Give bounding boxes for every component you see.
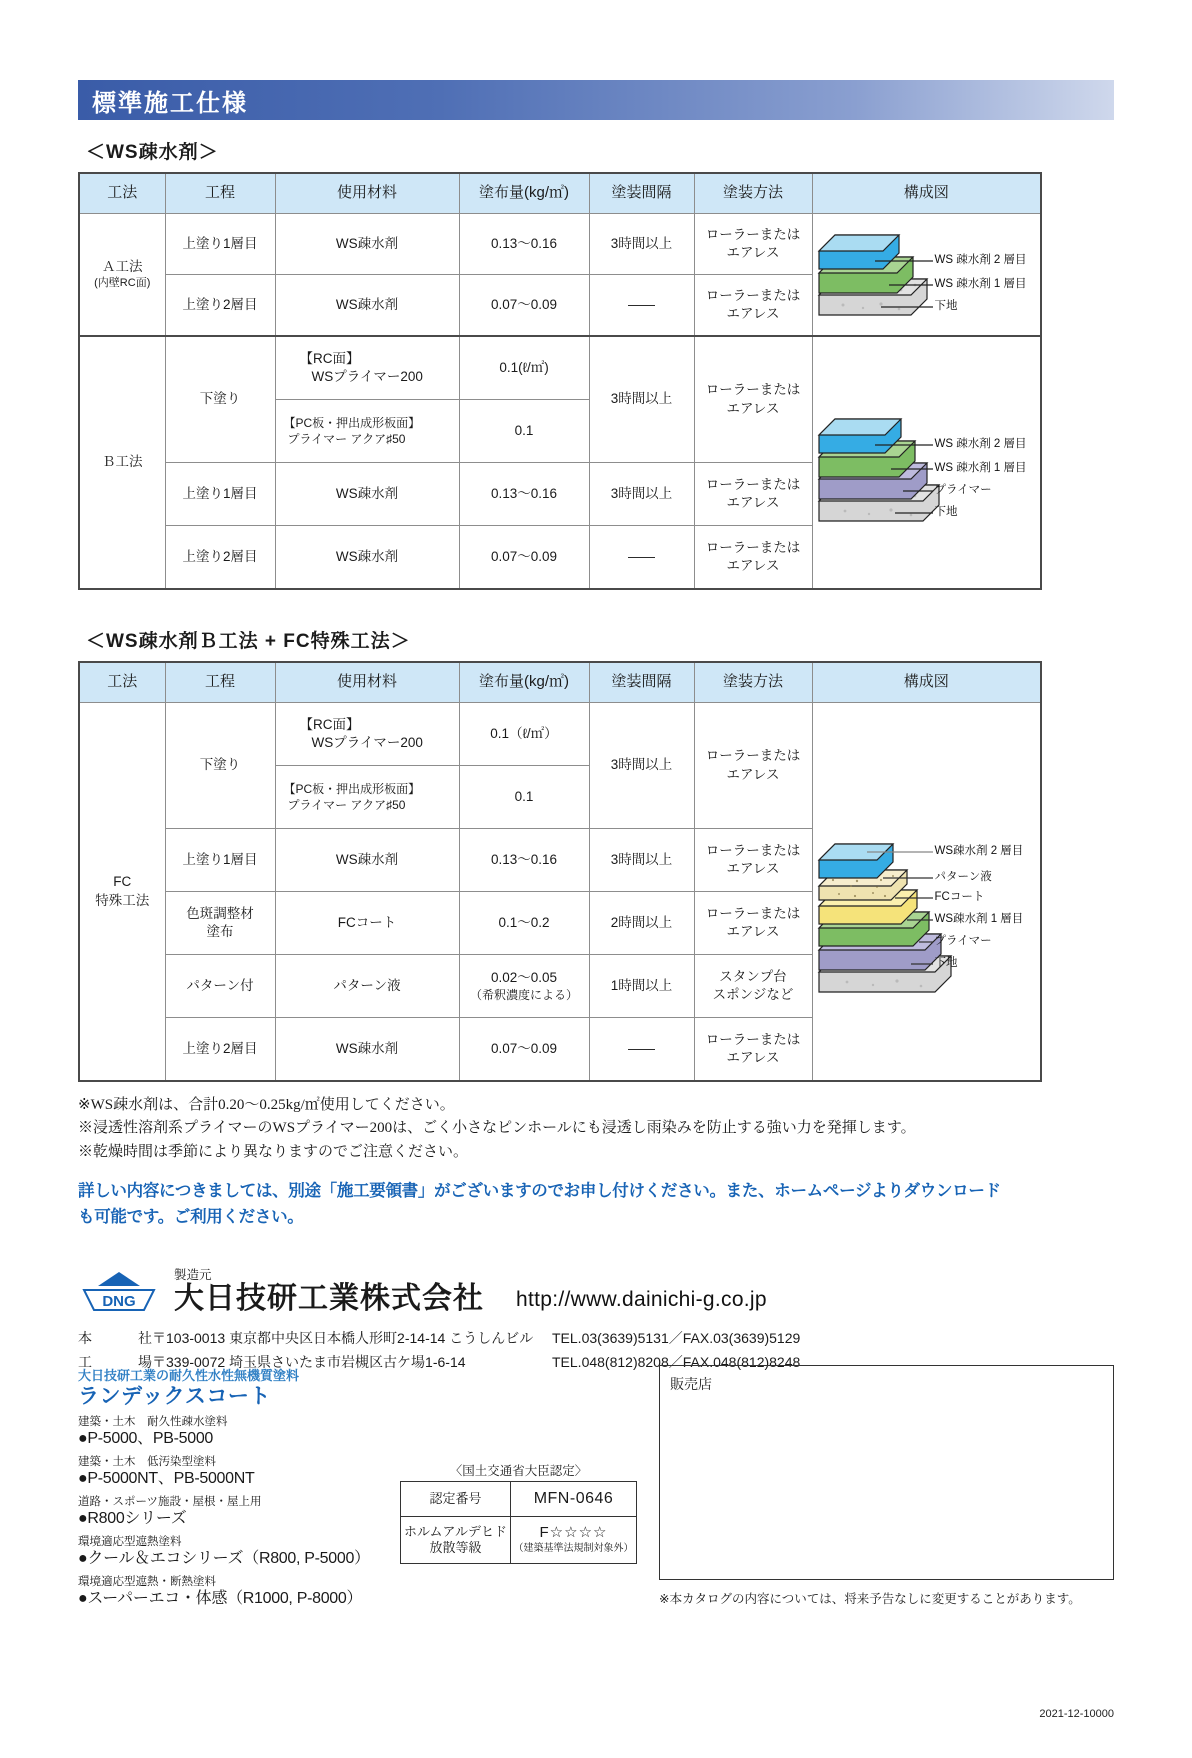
svg-text:DNG: DNG <box>102 1292 136 1310</box>
cell-material: WS疎水剤 <box>275 829 459 892</box>
product-item <box>78 1453 378 1489</box>
apply-line1: ローラーまたは <box>705 905 801 921</box>
cert-grade: F☆☆☆☆ <box>539 1524 608 1542</box>
col-method-apply: 塗装方法 <box>694 173 812 214</box>
company-name: 大日技研工業株式会社 <box>174 1281 484 1315</box>
apply-line1: スタンプ台 <box>719 968 787 984</box>
apply-line1: ローラーまたは <box>705 287 801 303</box>
apply-line1: ローラーまたは <box>705 226 801 242</box>
cell-amount <box>459 955 589 1018</box>
material-line2: WSプライマー200 <box>311 735 423 750</box>
cell-process: 上塗り2層目 <box>165 526 275 590</box>
cell-apply <box>694 463 812 526</box>
col-material: 使用材料 <box>275 662 459 703</box>
apply-line1: ローラーまたは <box>705 1031 801 1047</box>
maker-label: 製造元 <box>174 1267 212 1282</box>
address-postal: 〒339-0072 <box>152 1354 226 1371</box>
apply-line2: エアレス <box>726 924 780 939</box>
cell-material: WS疎水剤 <box>275 526 459 590</box>
col-diagram: 構成図 <box>812 173 1041 214</box>
product-item <box>78 1533 378 1569</box>
product-lead: 大日技研工業の耐久性水性無機質塗料 <box>78 1368 300 1383</box>
material-line1: 【PC板・押出成形板面】 <box>283 781 421 796</box>
spec-table-ws <box>78 172 1042 590</box>
cell-process: パターン付 <box>165 955 275 1018</box>
table-row <box>79 336 1041 400</box>
diagram-fc <box>812 703 1041 1082</box>
dealer-note: ※本カタログの内容については、将来予告なしに変更することがあります。 <box>659 1592 1081 1606</box>
cell-interval: 3時間以上 <box>589 829 694 892</box>
cell-interval: 3時間以上 <box>589 463 694 526</box>
cell-interval: 3時間以上 <box>589 703 694 829</box>
diagram-b-label-1: WS 疎水剤 2 層目 <box>934 437 1027 450</box>
cell-amount: 0.1 <box>459 766 589 829</box>
table-header-row <box>79 173 1041 214</box>
material-line2: プライマー アクア♯50 <box>287 798 406 812</box>
cell-apply <box>694 829 812 892</box>
cell-amount: 0.07〜0.09 <box>459 275 589 337</box>
cell-interval: 2時間以上 <box>589 892 694 955</box>
maker-block <box>78 1265 1114 1314</box>
bottom-section <box>78 1365 1114 1609</box>
cell-method-a <box>79 214 165 337</box>
product-category: 道路・スポーツ施設・屋根・屋上用 <box>78 1496 262 1509</box>
cert-grade-note: （建築基準法規制対象外） <box>513 1543 634 1555</box>
bottom-inner <box>78 1365 1114 1609</box>
product-item <box>78 1413 378 1449</box>
amount-line2: （希釈濃度による） <box>469 988 578 1003</box>
material-line1: 【RC面】 <box>299 350 360 366</box>
apply-line2: エアレス <box>726 1050 780 1065</box>
apply-line1: ローラーまたは <box>705 748 801 764</box>
col-diagram: 構成図 <box>812 662 1041 703</box>
document-id: 2021-12-10000 <box>1039 1708 1114 1720</box>
address-text <box>152 1326 552 1351</box>
cell-material: FCコート <box>275 892 459 955</box>
col-process: 工程 <box>165 662 275 703</box>
cell-amount: 0.1 <box>459 400 589 463</box>
cell-process: 上塗り2層目 <box>165 1018 275 1082</box>
page <box>0 80 1192 1758</box>
cell-amount: 0.1(ℓ/㎡) <box>459 336 589 400</box>
cell-process: 上塗り2層目 <box>165 275 275 337</box>
cell-process: 上塗り1層目 <box>165 829 275 892</box>
cert-label-number: 認定番号 <box>401 1482 511 1517</box>
note-1: ※WS疎水剤は、合計0.20〜0.25kg/㎡使用してください。 <box>78 1097 455 1113</box>
diagram-a-label-2: WS 疎水剤 1 層目 <box>934 277 1027 290</box>
col-amount: 塗布量(kg/㎡) <box>459 173 589 214</box>
cell-material: WS疎水剤 <box>275 275 459 337</box>
diagram-fc-label-2: パターン液 <box>934 870 992 883</box>
cell-interval: —— <box>589 1018 694 1082</box>
diagram-b-label-3: プライマー <box>934 483 992 496</box>
diagram-b-label-4: 下地 <box>934 505 958 518</box>
apply-line1: ローラーまたは <box>705 382 801 398</box>
product-category: 建築・土木 耐久性疎水塗料 <box>78 1416 228 1429</box>
cert-label-line1: ホルムアルデヒド <box>404 1523 507 1539</box>
dealer-block <box>659 1365 1114 1609</box>
product-category: 環境適応型遮熱塗料 <box>78 1536 182 1549</box>
material-line1: 【PC板・押出成形板面】 <box>283 415 421 430</box>
apply-line2: エアレス <box>726 861 780 876</box>
cell-apply <box>694 955 812 1018</box>
method-a-name: Ａ工法 <box>102 258 143 274</box>
apply-line1: ローラーまたは <box>705 476 801 492</box>
product-category: 建築・土木 低汚染型塗料 <box>78 1456 216 1469</box>
address-tel: TEL.03(3639)5131／FAX.03(3639)5129 <box>552 1329 801 1346</box>
apply-line2: エアレス <box>726 495 780 510</box>
cell-interval: —— <box>589 275 694 337</box>
table-row <box>79 214 1041 275</box>
address-row <box>78 1326 1114 1351</box>
cell-amount: 0.07〜0.09 <box>459 526 589 590</box>
product-brand: ランデックスコート <box>78 1385 271 1408</box>
cell-process <box>165 892 275 955</box>
cell-amount: 0.13〜0.16 <box>459 463 589 526</box>
cell-amount: 0.13〜0.16 <box>459 829 589 892</box>
product-name: ●R800シリーズ <box>78 1510 187 1528</box>
diagram-a-label-3: 下地 <box>934 299 958 312</box>
cell-material <box>275 766 459 829</box>
col-interval: 塗装間隔 <box>589 173 694 214</box>
product-item <box>78 1493 378 1529</box>
maker-text <box>174 1265 484 1314</box>
diagram-fc-label-3: FCコート <box>934 890 985 903</box>
diagram-b <box>812 336 1041 589</box>
blue-note-line2: も可能です。ご利用ください。 <box>78 1208 304 1227</box>
col-method: 工法 <box>79 662 165 703</box>
cert-value-number: MFN-0646 <box>511 1482 637 1517</box>
address-street: 埼玉県さいたま市岩槻区古ケ場1-6-14 <box>229 1354 466 1371</box>
cell-material <box>275 336 459 400</box>
cert-table <box>400 1481 637 1564</box>
cell-material: パターン液 <box>275 955 459 1018</box>
dealer-box[interactable] <box>659 1365 1114 1580</box>
col-method: 工法 <box>79 173 165 214</box>
material-line2: WSプライマー200 <box>311 369 423 384</box>
product-category: 環境適応型遮熱・断熱塗料 <box>78 1576 216 1589</box>
apply-line1: ローラーまたは <box>705 539 801 555</box>
col-process: 工程 <box>165 173 275 214</box>
cell-material <box>275 400 459 463</box>
diagram-a-label-1: WS 疎水剤 2 層目 <box>934 253 1027 266</box>
address-label-2: 社 <box>138 1329 152 1346</box>
cell-apply <box>694 892 812 955</box>
certification-block <box>400 1461 637 1609</box>
apply-line2: エアレス <box>726 306 780 321</box>
diagram-fc-label-4: WS疎水剤 1 層目 <box>934 912 1024 925</box>
page-banner <box>78 80 1114 120</box>
cell-material <box>275 703 459 766</box>
address-label-1: 工 <box>78 1354 92 1371</box>
cell-apply <box>694 214 812 275</box>
apply-line2: エアレス <box>726 245 780 260</box>
blue-note-block <box>78 1178 1114 1231</box>
address-label <box>78 1326 152 1351</box>
page-title: 標準施工仕様 <box>92 89 248 117</box>
table-row <box>79 703 1041 766</box>
col-material: 使用材料 <box>275 173 459 214</box>
spec-table-fc <box>78 661 1042 1082</box>
cell-apply <box>694 336 812 463</box>
cell-amount: 0.1〜0.2 <box>459 892 589 955</box>
cell-interval: 3時間以上 <box>589 214 694 275</box>
cell-material: WS疎水剤 <box>275 214 459 275</box>
diagram-a-svg <box>815 221 1044 329</box>
section2-heading: ＜WS疎水剤Ｂ工法 + FC特殊工法＞ <box>86 631 411 652</box>
cell-interval: 3時間以上 <box>589 336 694 463</box>
cert-heading: 〈国土交通省大臣認定〉 <box>449 1464 588 1478</box>
blue-note-line1: 詳しい内容につきましては、別途「施工要領書」がございますのでお申し付けください。また、ホームページよりダウンロード <box>78 1181 1001 1200</box>
cell-process: 上塗り1層目 <box>165 214 275 275</box>
cell-method-fc <box>79 703 165 1082</box>
cert-row <box>401 1517 637 1564</box>
diagram-fc-label-6: 下地 <box>934 956 958 969</box>
apply-line2: エアレス <box>726 558 780 573</box>
cell-method-b: Ｂ工法 <box>79 336 165 589</box>
company-url[interactable]: http://www.dainichi-g.co.jp <box>516 1287 767 1311</box>
cell-apply <box>694 1018 812 1082</box>
cell-apply <box>694 275 812 337</box>
product-name: ●スーパーエコ・体感（R1000, P-8000） <box>78 1590 363 1608</box>
cell-process: 上塗り1層目 <box>165 463 275 526</box>
method-a-sub: (内壁RC面) <box>94 277 151 290</box>
material-line1: 【RC面】 <box>299 716 360 732</box>
apply-line1: ローラーまたは <box>705 842 801 858</box>
product-list <box>78 1365 378 1609</box>
cell-process: 下塗り <box>165 336 275 463</box>
product-name: ●クール＆エコシリーズ（R800, P-5000） <box>78 1550 370 1568</box>
diagram-a <box>812 214 1041 337</box>
dealer-title: 販売店 <box>670 1376 712 1392</box>
apply-line2: エアレス <box>726 766 780 782</box>
address-label-2: 場 <box>138 1354 152 1371</box>
diagram-b-label-2: WS 疎水剤 1 層目 <box>934 461 1027 474</box>
diagram-fc-svg <box>815 720 1044 1064</box>
diagram-fc-label-1: WS疎水剤 2 層目 <box>934 844 1024 857</box>
cell-process: 下塗り <box>165 703 275 829</box>
process-line2: 塗布 <box>206 924 234 939</box>
cell-apply <box>694 703 812 829</box>
amount-line1: 0.02〜0.05 <box>490 969 558 985</box>
cell-apply <box>694 526 812 590</box>
cert-label-line2: 放散等級 <box>429 1540 482 1555</box>
company-logo <box>78 1270 160 1314</box>
cert-value-formaldehyde <box>511 1517 637 1564</box>
col-amount: 塗布量(kg/㎡) <box>459 662 589 703</box>
product-item <box>78 1573 378 1609</box>
cert-row <box>401 1482 637 1517</box>
cell-amount: 0.07〜0.09 <box>459 1018 589 1082</box>
cell-material: WS疎水剤 <box>275 1018 459 1082</box>
table-header-row <box>79 662 1041 703</box>
material-line2: プライマー アクア♯50 <box>287 432 406 446</box>
cell-amount: 0.13〜0.16 <box>459 214 589 275</box>
address-postal: 〒103-0013 <box>152 1329 226 1346</box>
method-fc-line1: FC <box>113 874 132 890</box>
notes-block <box>78 1094 1114 1164</box>
address-street: 東京都中央区日本橋人形町2-14-14 こうしんビル <box>229 1329 534 1346</box>
cert-label-formaldehyde <box>401 1517 511 1564</box>
dng-logo-icon <box>78 1270 160 1314</box>
section1-heading: ＜WS疎水剤＞ <box>86 142 219 163</box>
apply-line2: スポンジなど <box>712 987 794 1002</box>
note-3: ※乾燥時間は季節により異なりますのでご注意ください。 <box>78 1143 469 1160</box>
product-name: ●P-5000NT、PB-5000NT <box>78 1470 255 1488</box>
apply-line2: エアレス <box>726 400 780 416</box>
process-line1: 色斑調整材 <box>186 905 254 921</box>
cell-interval: —— <box>589 526 694 590</box>
address-label-1: 本 <box>78 1329 92 1346</box>
product-name: ●P-5000、PB-5000 <box>78 1430 214 1448</box>
cell-amount: 0.1（ℓ/㎡） <box>459 703 589 766</box>
address-tel: TEL.048(812)8208／FAX.048(812)8248 <box>552 1354 801 1371</box>
diagram-fc-label-5: プライマー <box>934 934 992 947</box>
note-2: ※浸透性溶剤系プライマーのWSプライマー200は、ごく小さなピンホールにも浸透し雨染みを防止する強い力を発揮します。 <box>78 1120 916 1137</box>
col-method-apply: 塗装方法 <box>694 662 812 703</box>
method-fc-line2: 特殊工法 <box>95 892 150 908</box>
cell-material: WS疎水剤 <box>275 463 459 526</box>
col-interval: 塗装間隔 <box>589 662 694 703</box>
cell-interval: 1時間以上 <box>589 955 694 1018</box>
